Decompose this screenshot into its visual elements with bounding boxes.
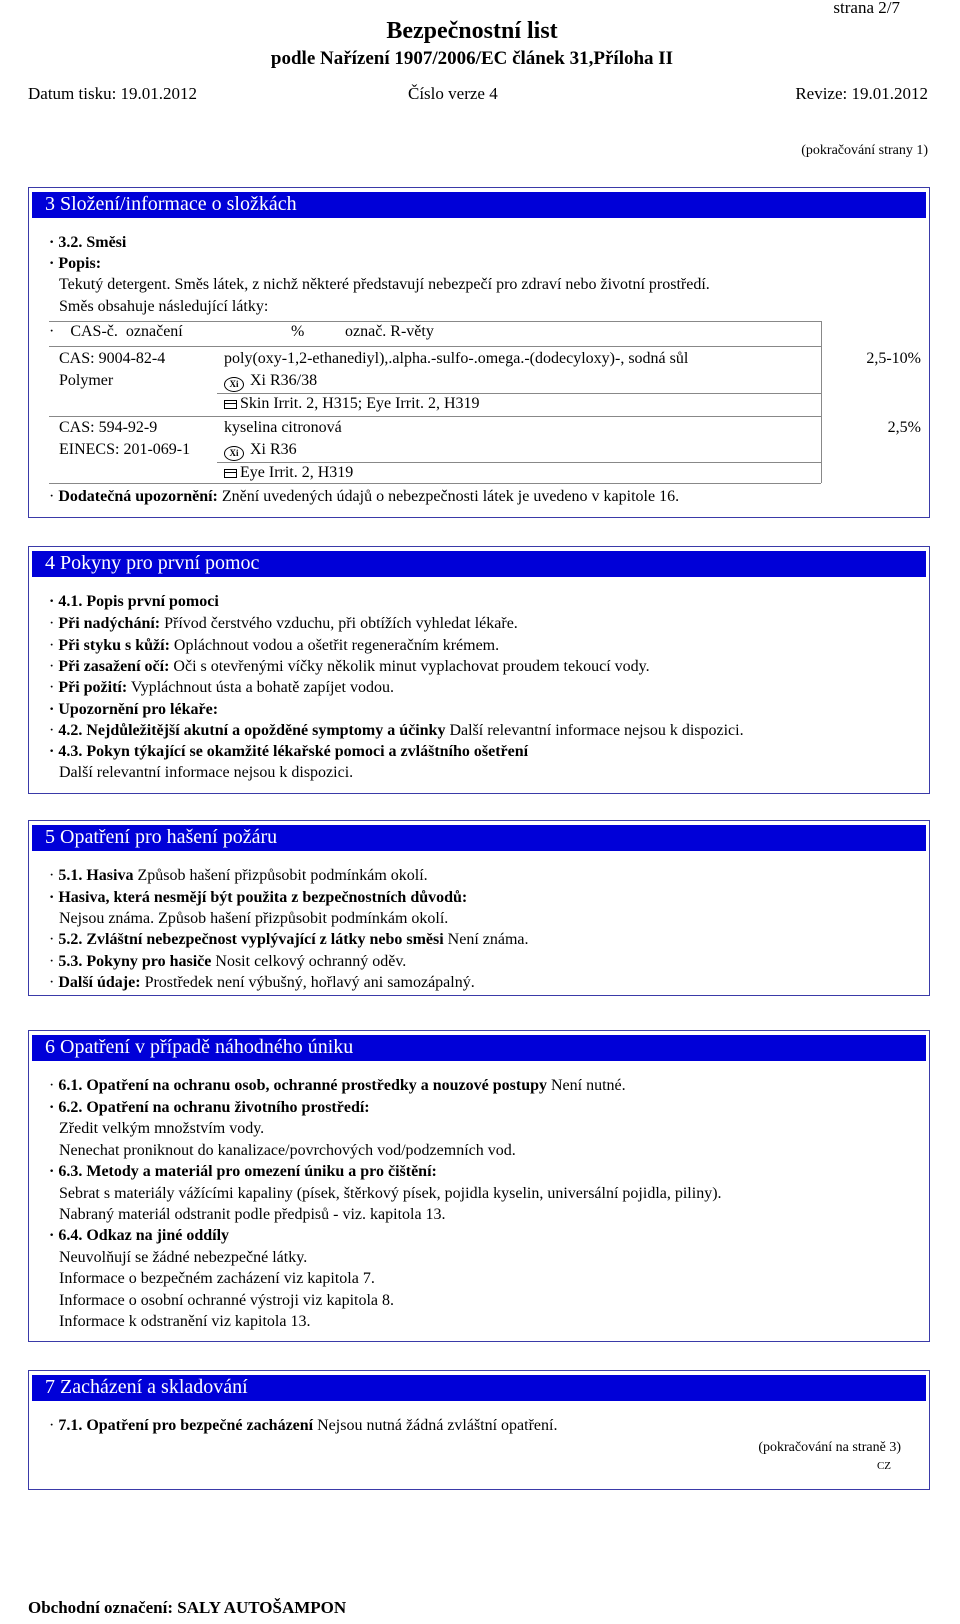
ghs-classification-icon (224, 467, 236, 477)
section-4 (28, 546, 930, 794)
country-code: CZ (876, 1460, 891, 1472)
section-6-line: Informace o bezpečném zacházení viz kapitola 7. (59, 1270, 375, 1287)
section-6-title: 6 Opatření v případě náhodného úniku (45, 1036, 354, 1058)
table-row-ghs: Skin Irrit. 2, H315; Eye Irrit. 2, H319 (224, 395, 480, 413)
table-rule (49, 346, 821, 347)
table-rule (49, 321, 821, 322)
table-row-name: kyselina citronová (224, 419, 342, 436)
section-5-line: · 5.3. Pokyny pro hasiče Nosit celkový ochranný oděv. (49, 953, 407, 970)
section-6-line: Nenechat proniknout do kanalizace/povrchových vod/podzemních vod. (59, 1142, 516, 1159)
table-header: · CAS-č. označení (49, 323, 183, 340)
table-rule (217, 462, 821, 463)
table-rule (49, 416, 821, 417)
section-4-title: 4 Pokyny pro první pomoc (45, 552, 260, 574)
section-5 (28, 820, 930, 996)
section-6-header (32, 1035, 926, 1061)
section-5-line: · Hasiva, která nesmějí být použita z bezpečnostních důvodů: (49, 889, 468, 906)
section-4-line: · Při styku s kůží: Opláchnout vodou a ošetřit regeneračním krémem. (49, 637, 500, 654)
table-header-percent: % (291, 323, 305, 340)
section-6-line: · 6.3. Metody a materiál pro omezení úniku a pro čištění: (49, 1163, 437, 1180)
section-7-title: 7 Zacházení a skladování (45, 1376, 248, 1398)
continued-to: (pokračování na straně 3) (758, 1440, 901, 1455)
section-4-line: · Při požití: Vypláchnout ústa a bohatě zapíjet vodou. (49, 679, 394, 696)
section-6-line: Nabraný materiál odstranit podle předpisů - viz. kapitola 13. (59, 1206, 446, 1223)
section-6 (28, 1030, 930, 1342)
version-number: Číslo verze 4 (408, 84, 498, 103)
table-header-r-phrases: označ. R-věty (345, 323, 434, 340)
print-date: Datum tisku: 19.01.2012 (28, 84, 198, 103)
section-6-line: Zředit velkým množstvím vody. (59, 1120, 265, 1137)
section-5-line: · 5.2. Zvláštní nebezpečnost vyplývající z látky nebo směsi Není známa. (49, 931, 529, 948)
section-7-line: · 7.1. Opatření pro bezpečné zacházení Nejsou nutná žádná zvláštní opatření. (49, 1417, 558, 1434)
page-number: strana 2/7 (833, 0, 900, 17)
document-title: Bezpečnostní list (386, 18, 558, 44)
section-3-line: · Dodatečná upozornění: Znění uvedených údajů o nebezpečnosti látek je uvedeno v kapitole 16. (49, 488, 680, 505)
section-7 (28, 1370, 930, 1490)
section-6-line: Neuvolňují se žádné nebezpečné látky. (59, 1249, 308, 1266)
continued-from: (pokračování strany 1) (801, 143, 928, 158)
table-row-percent: 2,5-10% (866, 350, 921, 367)
section-6-line: · 6.2. Opatření na ochranu životního prostředí: (49, 1099, 370, 1116)
section-5-line: · Další údaje: Prostředek není výbušný, hořlavý ani samozápalný. (49, 974, 475, 991)
section-3-title: 3 Složení/informace o složkách (45, 193, 297, 215)
section-6-line: Sebrat s materiály vážícími kapaliny (písek, štěrkový písek, pojidla kyselin, universální pojidla, piliny). (59, 1185, 722, 1202)
section-4-line: · Upozornění pro lékaře: (49, 701, 219, 718)
table-row-id: Polymer (59, 372, 114, 389)
section-5-line: · 5.1. Hasiva Způsob hašení přizpůsobit podmínkám okolí. (49, 867, 428, 884)
section-4-header (32, 551, 926, 577)
section-3-line: Směs obsahuje následující látky: (59, 298, 269, 315)
table-row-percent: 2,5% (887, 419, 921, 436)
section-4-line: · Při zasažení očí: Oči s otevřenými víčky několik minut vyplachovat proudem tekoucí vody. (49, 658, 650, 675)
section-5-line: Nejsou známa. Způsob hašení přizpůsobit podmínkám okolí. (59, 910, 449, 927)
section-3 (28, 187, 930, 518)
section-4-line: · 4.3. Pokyn týkající se okamžité lékařské pomoci a zvláštního ošetření (49, 743, 529, 760)
section-3-header (32, 192, 926, 218)
revision-date: Revize: 19.01.2012 (795, 84, 928, 103)
table-row-r-phrase: Xi Xi R36/38 (224, 372, 317, 392)
table-row-id: EINECS: 201-069-1 (59, 441, 191, 458)
table-row-r-phrase: Xi Xi R36 (224, 441, 297, 461)
table-rule (49, 483, 821, 484)
table-rule (821, 321, 822, 483)
table-row-ghs: Eye Irrit. 2, H319 (224, 464, 353, 482)
table-row-cas: CAS: 594-92-9 (59, 419, 158, 436)
document-subtitle: podle Nařízení 1907/2006/EC článek 31,Příloha II (270, 48, 674, 69)
xi-hazard-icon: Xi (224, 377, 244, 392)
section-5-title: 5 Opatření pro hašení požáru (45, 826, 278, 848)
section-4-line: · Při nadýchání: Přívod čerstvého vzduchu, při obtížích vyhledat lékaře. (49, 615, 518, 632)
section-3-line: · Popis: (49, 255, 102, 272)
section-6-line: Informace k odstranění viz kapitola 13. (59, 1313, 311, 1330)
section-6-line: · 6.4. Odkaz na jiné oddíly (49, 1227, 230, 1244)
table-rule (217, 393, 821, 394)
section-6-line: · 6.1. Opatření na ochranu osob, ochranné prostředky a nouzové postupy Není nutné. (49, 1077, 626, 1094)
xi-hazard-icon: Xi (224, 446, 244, 461)
section-4-line: · 4.2. Nejdůležitější akutní a opožděné symptomy a účinky Další relevantní informace nejsou k dispozici. (49, 722, 744, 739)
section-4-line: Další relevantní informace nejsou k dispozici. (59, 764, 354, 781)
section-5-header (32, 825, 926, 851)
trade-name: Obchodní označení: SALY AUTOŠAMPON (28, 1598, 347, 1617)
section-7-header (32, 1375, 926, 1401)
table-row-cas: CAS: 9004-82-4 (59, 350, 166, 367)
section-6-line: Informace o osobní ochranné výstroji viz kapitola 8. (59, 1292, 395, 1309)
section-3-line: · 3.2. Směsi (49, 234, 127, 251)
ghs-classification-icon (224, 398, 236, 408)
section-3-line: Tekutý detergent. Směs látek, z nichž některé představují nebezpečí pro zdraví nebo životní prostředí. (59, 276, 710, 293)
section-4-line: · 4.1. Popis první pomoci (49, 593, 219, 610)
table-row-name: poly(oxy-1,2-ethanediyl),.alpha.-sulfo-.omega.-(dodecyloxy)-, sodná sůl (224, 350, 689, 367)
